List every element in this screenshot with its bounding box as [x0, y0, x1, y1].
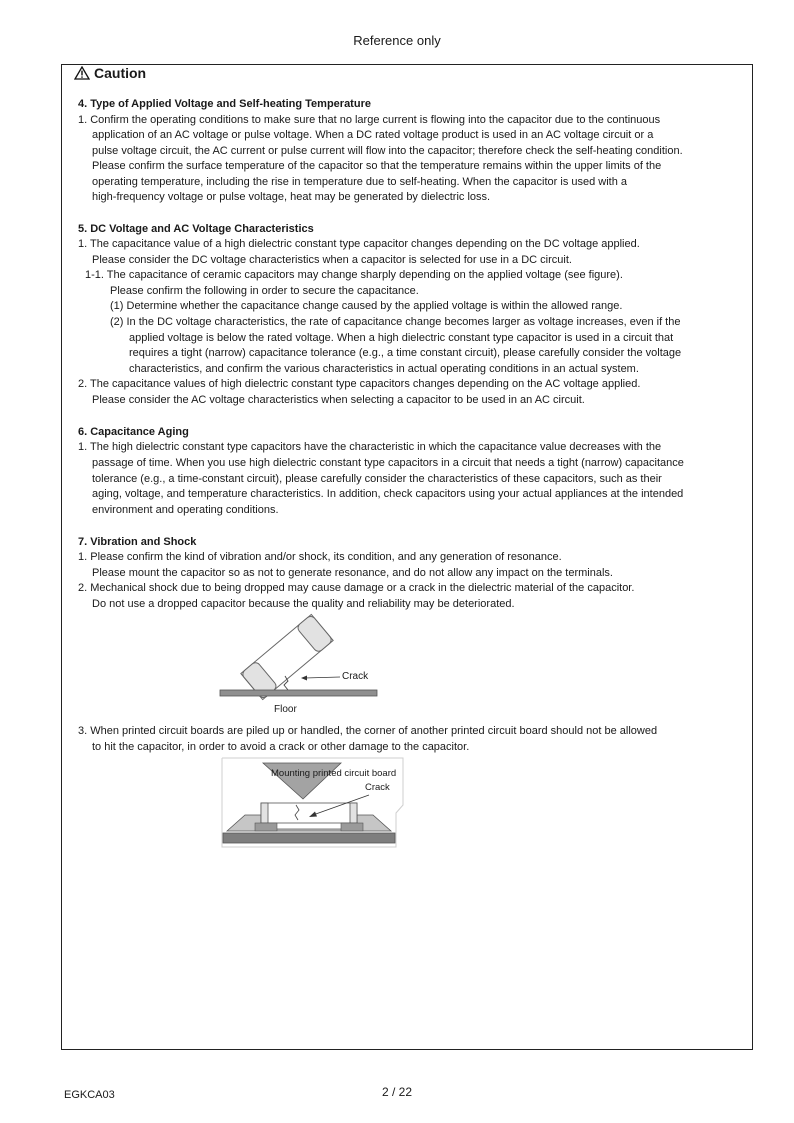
section5-heading: 5. DC Voltage and AC Voltage Characteristics	[78, 223, 314, 235]
section5-line: (1) Determine whether the capacitance change caused by the applied voltage is within the allowed range.	[110, 300, 623, 312]
section6-line: passage of time. When you use high dielectric constant type capacitors in a circuit that needs a tight (narrow) capacitance	[92, 457, 684, 469]
crack-label-2: Crack	[365, 782, 390, 793]
section4-line: high-frequency voltage or pulse voltage, heat may be generated by dielectric loss.	[92, 191, 491, 203]
section7-heading: 7. Vibration and Shock	[78, 536, 197, 548]
section5-line: 1. The capacitance value of a high dielectric constant type capacitor changes depending on the DC voltage applied.	[78, 238, 640, 250]
section6-line: environment and operating conditions.	[92, 504, 279, 516]
page-header: Reference only	[353, 33, 441, 48]
section7-line: 2. Mechanical shock due to being dropped may cause damage or a crack in the dielectric material of the capacitor.	[78, 582, 635, 594]
warning-triangle-icon	[74, 66, 90, 80]
section5-line: Please consider the AC voltage characteristics when selecting a capacitor to be used in an AC circuit.	[92, 394, 585, 406]
dropped-capacitor-figure	[215, 610, 385, 720]
section6-line: aging, voltage, and temperature characteristics. In addition, check capacitors using your actual appliances at the intended	[92, 488, 684, 500]
section5-line: Please consider the DC voltage characteristics when a capacitor is selected for use in a DC circuit.	[92, 254, 572, 266]
section7-line: 3. When printed circuit boards are piled up or handled, the corner of another printed circuit board should not be allowed	[78, 725, 658, 737]
section4-heading: 4. Type of Applied Voltage and Self-heating Temperature	[78, 98, 371, 110]
section4-line: pulse voltage circuit, the AC current or pulse current will flow into the capacitor; therefore check the self-heating condition.	[92, 145, 683, 157]
section5-line: characteristics, and confirm the various characteristics in actual operating conditions in an actual system.	[129, 363, 639, 375]
section6-line: tolerance (e.g., a time-constant circuit), please carefully consider the characteristics of these capacitors, such as their	[92, 473, 662, 485]
section6-line: 1. The high dielectric constant type capacitors have the characteristic in which the capacitance value decreases with the	[78, 441, 662, 453]
section7-line: to hit the capacitor, in order to avoid a crack or other damage to the capacitor.	[92, 741, 470, 753]
section7-line: Please mount the capacitor so as not to generate resonance, and do not allow any impact on the terminals.	[92, 567, 613, 579]
section5-line: requires a tight (narrow) capacitance tolerance (e.g., a time constant circuit), please carefully consider the voltage	[129, 347, 682, 359]
section6-heading: 6. Capacitance Aging	[78, 426, 189, 438]
doc-code: EGKCA03	[64, 1089, 115, 1101]
section7-line: 1. Please confirm the kind of vibration and/or shock, its condition, and any generation of resonance.	[78, 551, 562, 563]
board-label: Mounting printed circuit board	[271, 768, 397, 779]
crack-label: Crack	[342, 671, 369, 682]
floor-label: Floor	[274, 704, 297, 715]
section5-line: (2) In the DC voltage characteristics, the rate of capacitance change becomes larger as voltage increases, even if the	[110, 316, 681, 328]
section5-line: 1-1. The capacitance of ceramic capacitors may change sharply depending on the applied voltage (see figure).	[85, 269, 623, 281]
caution-heading	[74, 65, 146, 81]
section7-line: Do not use a dropped capacitor because the quality and reliability may be deteriorated.	[92, 598, 515, 610]
section5-line: Please confirm the following in order to secure the capacitance.	[110, 285, 419, 297]
section5-line: 2. The capacitance values of high dielectric constant type capacitors changes depending on the AC voltage applied.	[78, 378, 641, 390]
caution-title: Caution	[94, 65, 147, 81]
section4-line: Please confirm the surface temperature of the capacitor so that the temperature remains within the upper limits of the	[92, 160, 662, 172]
section4-line: 1. Confirm the operating conditions to make sure that no large current is flowing into the capacitor due to the continuous	[78, 114, 661, 126]
section4-line: operating temperature, including the rise in temperature due to self-heating. When the capacitor is used with a	[92, 176, 628, 188]
section5-line: applied voltage is below the rated voltage. When a high dielectric constant type capacitor is used in a circuit that	[129, 332, 674, 344]
section4-line: application of an AC voltage or pulse voltage. When a DC rated voltage product is used in an AC voltage circuit or a	[92, 129, 654, 141]
page-number: 2 / 22	[381, 1085, 413, 1099]
